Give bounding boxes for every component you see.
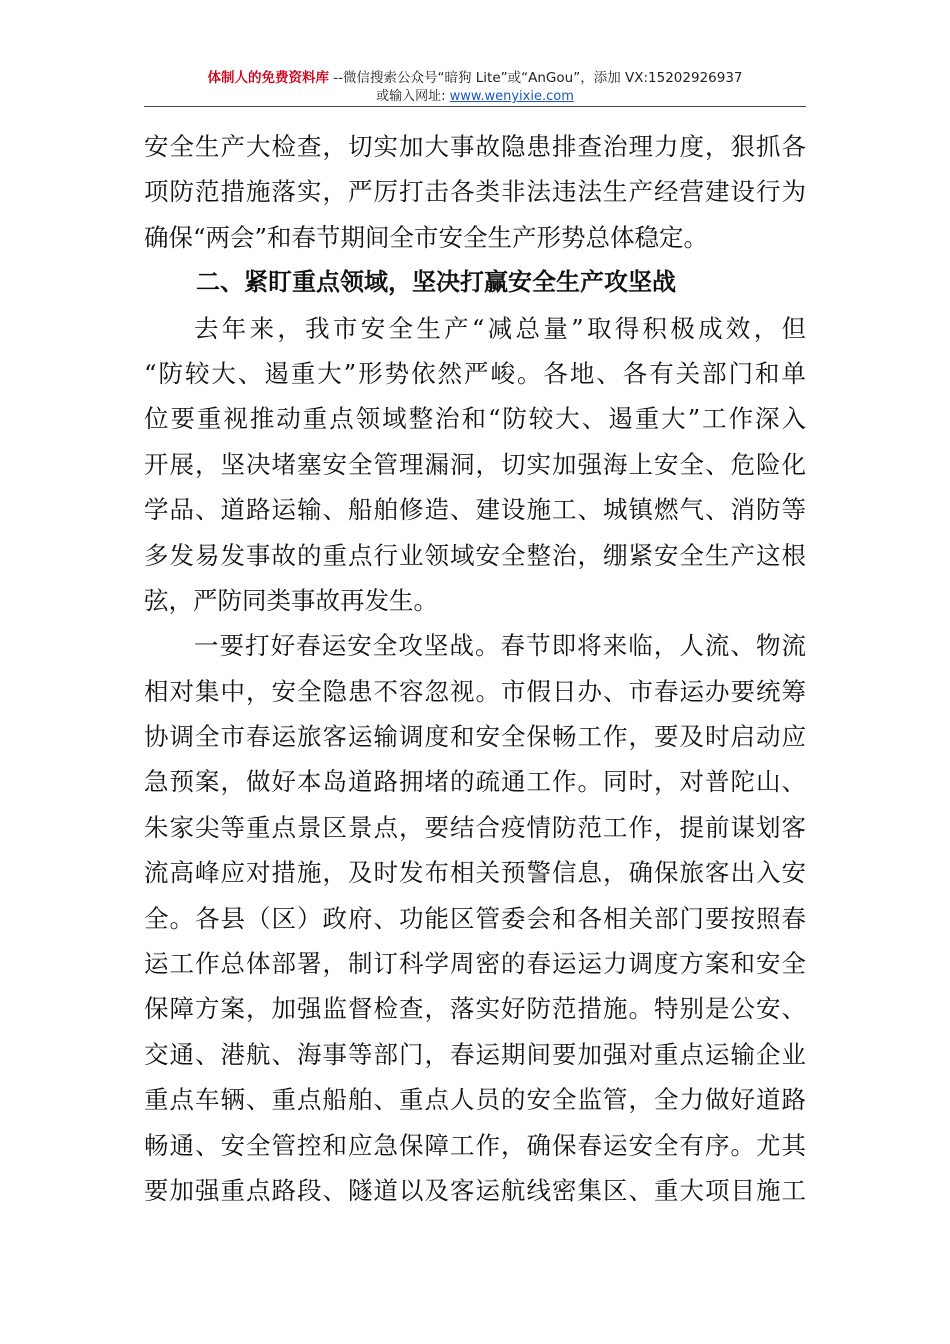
text-line: 开展，坚决堵塞安全管理漏洞，切实加强海上安全、危险化 xyxy=(144,449,806,479)
text-line: 重点车辆、重点船舶、重点人员的安全监管，全力做好道路 xyxy=(144,1085,806,1115)
text-line: 项防范措施落实，严厉打击各类非法违法生产经营建设行为 xyxy=(144,177,806,207)
section-heading: 二、紧盯重点领域，坚决打赢安全生产攻坚战 xyxy=(196,268,676,297)
text-line: 运工作总体部署，制订科学周密的春运运力调度方案和安全 xyxy=(144,949,806,979)
text-line: 要加强重点路段、隧道以及客运航线密集区、重大项目施工 xyxy=(144,1175,806,1205)
text-line: 交通、港航、海事等部门，春运期间要加强对重点运输企业 xyxy=(144,1039,806,1069)
text-line: 相对集中，安全隐患不容忽视。市假日办、市春运办要统筹 xyxy=(144,676,806,706)
document-body xyxy=(144,124,806,1213)
text-line: 位要重视推动重点领域整治和“防较大、遏重大”工作深入 xyxy=(144,404,806,434)
text-line: 保障方案，加强监督检查，落实好防范措施。特别是公安、 xyxy=(144,994,806,1024)
page-header xyxy=(144,68,806,106)
header-url-prefix: 或输入网址: xyxy=(376,89,450,104)
header-line-1 xyxy=(144,68,806,88)
text-line: 确保“两会”和春节期间全市安全生产形势总体稳定。 xyxy=(144,222,709,252)
header-url-link[interactable]: www.wenyixie.com xyxy=(449,89,574,104)
text-line: 学品、道路运输、船舶修造、建设施工、城镇燃气、消防等 xyxy=(144,495,806,525)
text-line: 协调全市春运旅客运输调度和安全保畅工作，要及时启动应 xyxy=(144,722,806,752)
header-line-2 xyxy=(144,88,806,106)
text-line: 畅通、安全管控和应急保障工作，确保春运安全有序。尤其 xyxy=(144,1130,806,1160)
text-line: 朱家尖等重点景区景点，要结合疫情防范工作，提前谋划客 xyxy=(144,812,806,842)
text-line: 安全生产大检查，切实加大事故隐患排查治理力度，狠抓各 xyxy=(144,132,806,161)
paragraph-first-line: 去年来，我市安全生产“减总量”取得积极成效，但 xyxy=(194,313,806,343)
text-line: 弦，严防同类事故再发生。 xyxy=(144,585,438,615)
header-divider xyxy=(144,106,806,107)
header-info: --微信搜索公众号“暗狗 Lite”或“AnGou”，添加 VX:15202926937 xyxy=(328,70,743,86)
text-line: 流高峰应对措施，及时发布相关预警信息，确保旅客出入安 xyxy=(144,858,806,888)
text-line: 急预案，做好本岛道路拥堵的疏通工作。同时，对普陀山、 xyxy=(144,767,806,797)
text-line: 多发易发事故的重点行业领域安全整治，绷紧安全生产这根 xyxy=(144,540,806,570)
paragraph-first-line: 一要打好春运安全攻坚战。春节即将来临，人流、物流 xyxy=(194,631,806,661)
header-brand: 体制人的免费资料库 xyxy=(207,70,329,86)
text-line: 全。各县（区）政府、功能区管委会和各相关部门要按照春 xyxy=(144,903,806,933)
text-line: “防较大、遏重大”形势依然严峻。各地、各有关部门和单 xyxy=(144,358,806,388)
